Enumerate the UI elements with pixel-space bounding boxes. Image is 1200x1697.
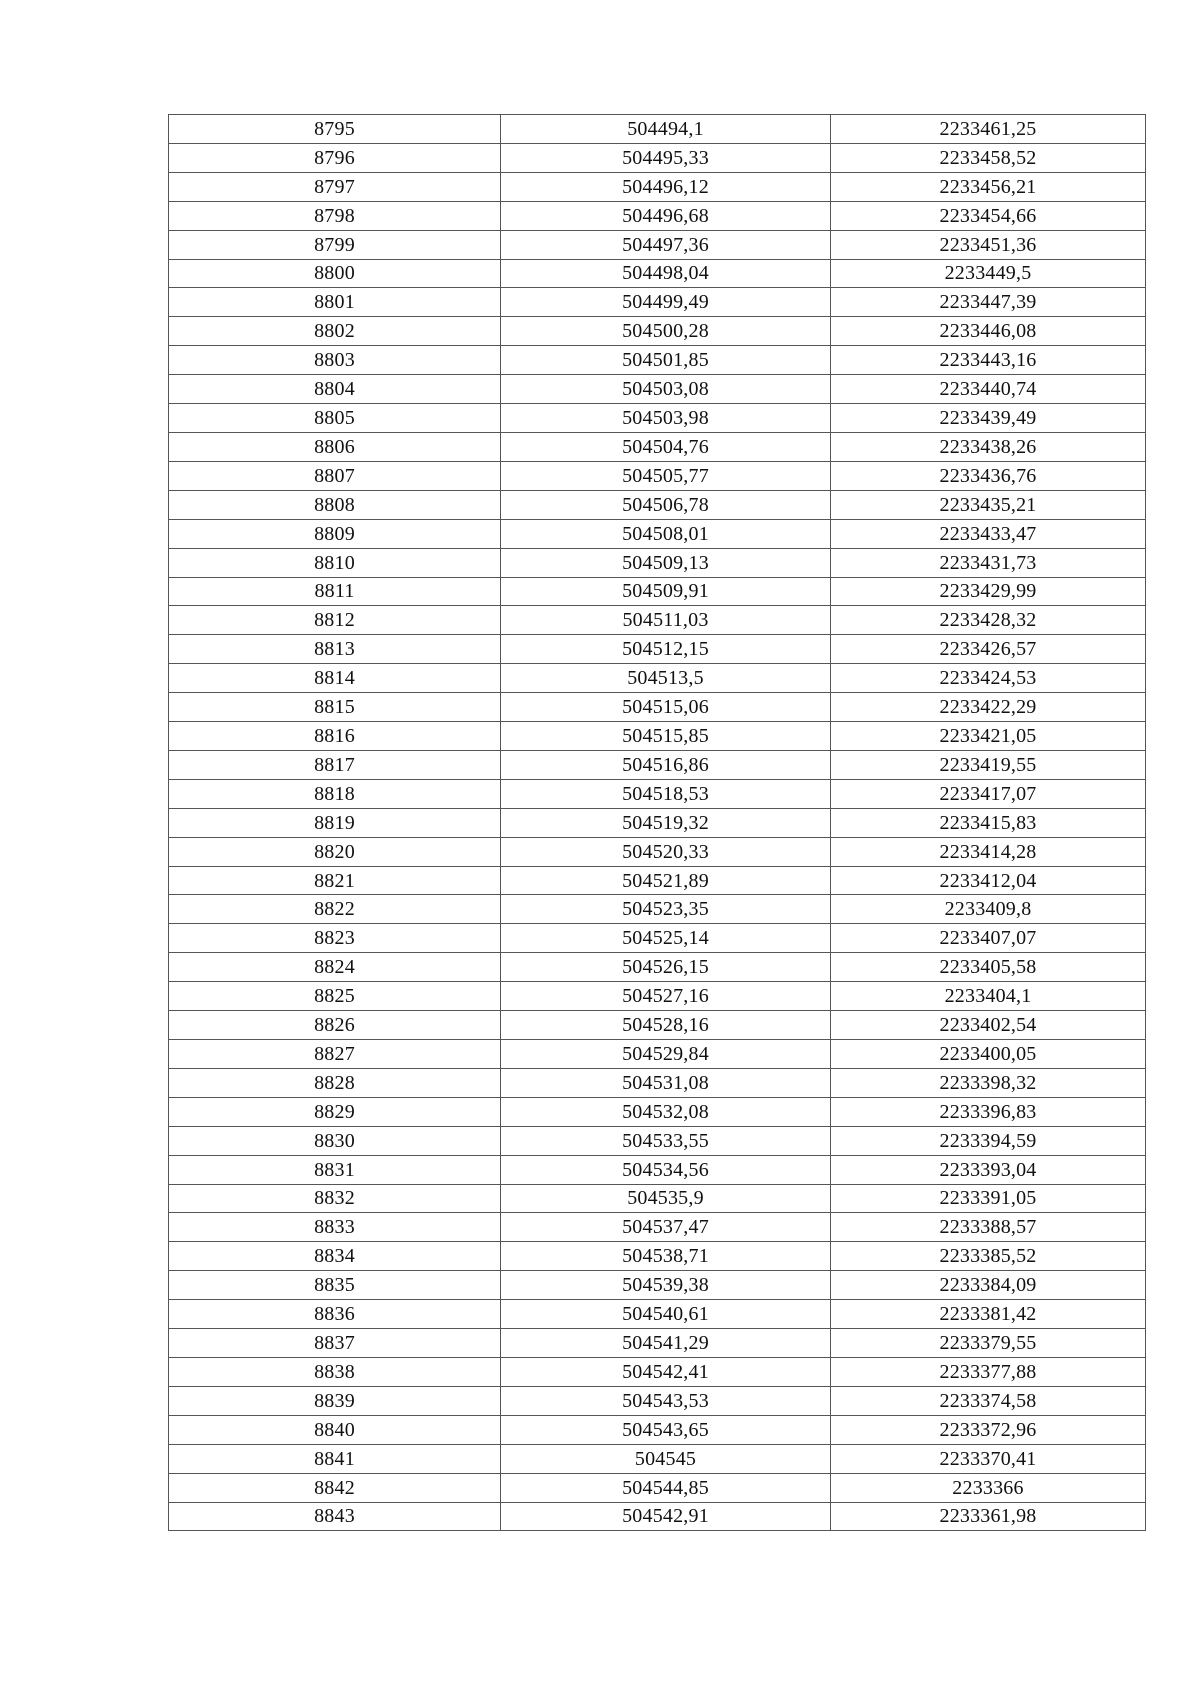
x-coordinate-cell: 504513,5 — [501, 664, 831, 693]
x-coordinate-cell: 504500,28 — [501, 317, 831, 346]
point-number-cell: 8819 — [169, 808, 501, 837]
point-number-cell: 8825 — [169, 982, 501, 1011]
point-number-cell: 8803 — [169, 346, 501, 375]
table-row — [169, 895, 1146, 924]
point-number-cell: 8795 — [169, 115, 501, 144]
y-coordinate-cell: 2233391,05 — [831, 1184, 1146, 1213]
table-row — [169, 1068, 1146, 1097]
table-row — [169, 1011, 1146, 1040]
y-coordinate-cell: 2233404,1 — [831, 982, 1146, 1011]
table-row — [169, 635, 1146, 664]
point-number-cell: 8802 — [169, 317, 501, 346]
x-coordinate-cell: 504515,85 — [501, 722, 831, 751]
table-row — [169, 924, 1146, 953]
table-row — [169, 808, 1146, 837]
point-number-cell: 8827 — [169, 1040, 501, 1069]
y-coordinate-cell: 2233429,99 — [831, 577, 1146, 606]
point-number-cell: 8838 — [169, 1357, 501, 1386]
y-coordinate-cell: 2233412,04 — [831, 866, 1146, 895]
table-row — [169, 577, 1146, 606]
x-coordinate-cell: 504508,01 — [501, 519, 831, 548]
table-row — [169, 606, 1146, 635]
x-coordinate-cell: 504496,68 — [501, 201, 831, 230]
y-coordinate-cell: 2233381,42 — [831, 1300, 1146, 1329]
x-coordinate-cell: 504539,38 — [501, 1271, 831, 1300]
y-coordinate-cell: 2233388,57 — [831, 1213, 1146, 1242]
x-coordinate-cell: 504532,08 — [501, 1097, 831, 1126]
table-row — [169, 346, 1146, 375]
point-number-cell: 8811 — [169, 577, 501, 606]
x-coordinate-cell: 504521,89 — [501, 866, 831, 895]
point-number-cell: 8799 — [169, 230, 501, 259]
table-row — [169, 1415, 1146, 1444]
y-coordinate-cell: 2233400,05 — [831, 1040, 1146, 1069]
y-coordinate-cell: 2233421,05 — [831, 722, 1146, 751]
table-row — [169, 1242, 1146, 1271]
y-coordinate-cell: 2233426,57 — [831, 635, 1146, 664]
point-number-cell: 8826 — [169, 1011, 501, 1040]
point-number-cell: 8806 — [169, 432, 501, 461]
x-coordinate-cell: 504540,61 — [501, 1300, 831, 1329]
point-number-cell: 8828 — [169, 1068, 501, 1097]
point-number-cell: 8835 — [169, 1271, 501, 1300]
table-row — [169, 259, 1146, 288]
y-coordinate-cell: 2233377,88 — [831, 1357, 1146, 1386]
point-number-cell: 8814 — [169, 664, 501, 693]
y-coordinate-cell: 2233405,58 — [831, 953, 1146, 982]
table-row — [169, 1184, 1146, 1213]
x-coordinate-cell: 504499,49 — [501, 288, 831, 317]
table-row — [169, 1329, 1146, 1358]
y-coordinate-cell: 2233394,59 — [831, 1126, 1146, 1155]
table-row — [169, 722, 1146, 751]
y-coordinate-cell: 2233451,36 — [831, 230, 1146, 259]
table-row — [169, 490, 1146, 519]
point-number-cell: 8812 — [169, 606, 501, 635]
x-coordinate-cell: 504515,06 — [501, 693, 831, 722]
y-coordinate-cell: 2233440,74 — [831, 375, 1146, 404]
x-coordinate-cell: 504534,56 — [501, 1155, 831, 1184]
table-row — [169, 1473, 1146, 1502]
point-number-cell: 8809 — [169, 519, 501, 548]
y-coordinate-cell: 2233409,8 — [831, 895, 1146, 924]
table-row — [169, 1213, 1146, 1242]
x-coordinate-cell: 504495,33 — [501, 143, 831, 172]
y-coordinate-cell: 2233446,08 — [831, 317, 1146, 346]
y-coordinate-cell: 2233379,55 — [831, 1329, 1146, 1358]
table-row — [169, 1386, 1146, 1415]
y-coordinate-cell: 2233424,53 — [831, 664, 1146, 693]
x-coordinate-cell: 504501,85 — [501, 346, 831, 375]
x-coordinate-cell: 504545 — [501, 1444, 831, 1473]
point-number-cell: 8804 — [169, 375, 501, 404]
y-coordinate-cell: 2233366 — [831, 1473, 1146, 1502]
table-row — [169, 837, 1146, 866]
point-number-cell: 8821 — [169, 866, 501, 895]
point-number-cell: 8840 — [169, 1415, 501, 1444]
table-row — [169, 404, 1146, 433]
x-coordinate-cell: 504496,12 — [501, 172, 831, 201]
x-coordinate-cell: 504541,29 — [501, 1329, 831, 1358]
table-row — [169, 866, 1146, 895]
y-coordinate-cell: 2233435,21 — [831, 490, 1146, 519]
table-row — [169, 693, 1146, 722]
y-coordinate-cell: 2233443,16 — [831, 346, 1146, 375]
x-coordinate-cell: 504516,86 — [501, 750, 831, 779]
point-number-cell: 8837 — [169, 1329, 501, 1358]
y-coordinate-cell: 2233402,54 — [831, 1011, 1146, 1040]
point-number-cell: 8824 — [169, 953, 501, 982]
point-number-cell: 8842 — [169, 1473, 501, 1502]
x-coordinate-cell: 504533,55 — [501, 1126, 831, 1155]
table-row — [169, 1300, 1146, 1329]
table-row — [169, 461, 1146, 490]
y-coordinate-cell: 2233458,52 — [831, 143, 1146, 172]
point-number-cell: 8807 — [169, 461, 501, 490]
point-number-cell: 8823 — [169, 924, 501, 953]
table-row — [169, 1155, 1146, 1184]
x-coordinate-cell: 504529,84 — [501, 1040, 831, 1069]
coordinates-table-body — [169, 115, 1146, 1531]
table-row — [169, 1444, 1146, 1473]
point-number-cell: 8796 — [169, 143, 501, 172]
y-coordinate-cell: 2233431,73 — [831, 548, 1146, 577]
y-coordinate-cell: 2233374,58 — [831, 1386, 1146, 1415]
table-row — [169, 664, 1146, 693]
point-number-cell: 8805 — [169, 404, 501, 433]
point-number-cell: 8829 — [169, 1097, 501, 1126]
x-coordinate-cell: 504543,65 — [501, 1415, 831, 1444]
y-coordinate-cell: 2233370,41 — [831, 1444, 1146, 1473]
point-number-cell: 8833 — [169, 1213, 501, 1242]
point-number-cell: 8797 — [169, 172, 501, 201]
x-coordinate-cell: 504538,71 — [501, 1242, 831, 1271]
x-coordinate-cell: 504503,98 — [501, 404, 831, 433]
y-coordinate-cell: 2233433,47 — [831, 519, 1146, 548]
y-coordinate-cell: 2233407,07 — [831, 924, 1146, 953]
y-coordinate-cell: 2233417,07 — [831, 779, 1146, 808]
point-number-cell: 8798 — [169, 201, 501, 230]
point-number-cell: 8815 — [169, 693, 501, 722]
table-row — [169, 1040, 1146, 1069]
table-row — [169, 115, 1146, 144]
x-coordinate-cell: 504525,14 — [501, 924, 831, 953]
y-coordinate-cell: 2233456,21 — [831, 172, 1146, 201]
x-coordinate-cell: 504526,15 — [501, 953, 831, 982]
x-coordinate-cell: 504519,32 — [501, 808, 831, 837]
table-row — [169, 1357, 1146, 1386]
table-row — [169, 953, 1146, 982]
y-coordinate-cell: 2233436,76 — [831, 461, 1146, 490]
point-number-cell: 8836 — [169, 1300, 501, 1329]
table-row — [169, 982, 1146, 1011]
y-coordinate-cell: 2233461,25 — [831, 115, 1146, 144]
point-number-cell: 8834 — [169, 1242, 501, 1271]
table-row — [169, 172, 1146, 201]
x-coordinate-cell: 504512,15 — [501, 635, 831, 664]
point-number-cell: 8841 — [169, 1444, 501, 1473]
point-number-cell: 8801 — [169, 288, 501, 317]
x-coordinate-cell: 504509,13 — [501, 548, 831, 577]
y-coordinate-cell: 2233396,83 — [831, 1097, 1146, 1126]
y-coordinate-cell: 2233385,52 — [831, 1242, 1146, 1271]
x-coordinate-cell: 504520,33 — [501, 837, 831, 866]
y-coordinate-cell: 2233393,04 — [831, 1155, 1146, 1184]
x-coordinate-cell: 504542,91 — [501, 1502, 831, 1531]
x-coordinate-cell: 504544,85 — [501, 1473, 831, 1502]
point-number-cell: 8813 — [169, 635, 501, 664]
table-row — [169, 1271, 1146, 1300]
x-coordinate-cell: 504505,77 — [501, 461, 831, 490]
point-number-cell: 8800 — [169, 259, 501, 288]
x-coordinate-cell: 504537,47 — [501, 1213, 831, 1242]
point-number-cell: 8817 — [169, 750, 501, 779]
y-coordinate-cell: 2233454,66 — [831, 201, 1146, 230]
table-row — [169, 519, 1146, 548]
point-number-cell: 8810 — [169, 548, 501, 577]
x-coordinate-cell: 504527,16 — [501, 982, 831, 1011]
y-coordinate-cell: 2233414,28 — [831, 837, 1146, 866]
y-coordinate-cell: 2233372,96 — [831, 1415, 1146, 1444]
x-coordinate-cell: 504509,91 — [501, 577, 831, 606]
table-row — [169, 143, 1146, 172]
x-coordinate-cell: 504531,08 — [501, 1068, 831, 1097]
x-coordinate-cell: 504542,41 — [501, 1357, 831, 1386]
table-row — [169, 750, 1146, 779]
coordinates-table — [168, 114, 1146, 1531]
table-row — [169, 288, 1146, 317]
table-row — [169, 548, 1146, 577]
x-coordinate-cell: 504503,08 — [501, 375, 831, 404]
point-number-cell: 8820 — [169, 837, 501, 866]
x-coordinate-cell: 504523,35 — [501, 895, 831, 924]
table-row — [169, 432, 1146, 461]
y-coordinate-cell: 2233415,83 — [831, 808, 1146, 837]
table-row — [169, 317, 1146, 346]
table-row — [169, 1097, 1146, 1126]
table-row — [169, 1502, 1146, 1531]
x-coordinate-cell: 504511,03 — [501, 606, 831, 635]
x-coordinate-cell: 504504,76 — [501, 432, 831, 461]
x-coordinate-cell: 504498,04 — [501, 259, 831, 288]
point-number-cell: 8818 — [169, 779, 501, 808]
point-number-cell: 8816 — [169, 722, 501, 751]
x-coordinate-cell: 504506,78 — [501, 490, 831, 519]
point-number-cell: 8831 — [169, 1155, 501, 1184]
y-coordinate-cell: 2233419,55 — [831, 750, 1146, 779]
y-coordinate-cell: 2233422,29 — [831, 693, 1146, 722]
y-coordinate-cell: 2233361,98 — [831, 1502, 1146, 1531]
y-coordinate-cell: 2233428,32 — [831, 606, 1146, 635]
x-coordinate-cell: 504497,36 — [501, 230, 831, 259]
point-number-cell: 8839 — [169, 1386, 501, 1415]
table-row — [169, 201, 1146, 230]
x-coordinate-cell: 504518,53 — [501, 779, 831, 808]
point-number-cell: 8830 — [169, 1126, 501, 1155]
x-coordinate-cell: 504528,16 — [501, 1011, 831, 1040]
y-coordinate-cell: 2233449,5 — [831, 259, 1146, 288]
x-coordinate-cell: 504494,1 — [501, 115, 831, 144]
table-row — [169, 1126, 1146, 1155]
table-row — [169, 779, 1146, 808]
y-coordinate-cell: 2233447,39 — [831, 288, 1146, 317]
point-number-cell: 8822 — [169, 895, 501, 924]
point-number-cell: 8808 — [169, 490, 501, 519]
table-row — [169, 230, 1146, 259]
y-coordinate-cell: 2233439,49 — [831, 404, 1146, 433]
table-row — [169, 375, 1146, 404]
x-coordinate-cell: 504543,53 — [501, 1386, 831, 1415]
point-number-cell: 8832 — [169, 1184, 501, 1213]
y-coordinate-cell: 2233438,26 — [831, 432, 1146, 461]
x-coordinate-cell: 504535,9 — [501, 1184, 831, 1213]
y-coordinate-cell: 2233384,09 — [831, 1271, 1146, 1300]
point-number-cell: 8843 — [169, 1502, 501, 1531]
y-coordinate-cell: 2233398,32 — [831, 1068, 1146, 1097]
